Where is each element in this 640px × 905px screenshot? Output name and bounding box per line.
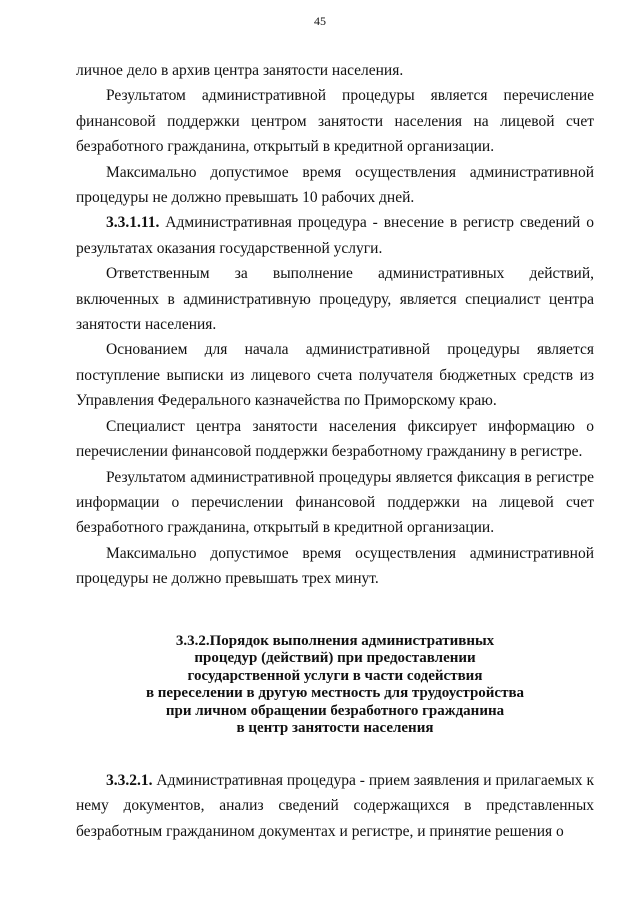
heading-line: при личном обращении безработного гражданина (165, 702, 505, 719)
section-text: Административная процедура - прием заявления и прилагаемых к нему документов, анализ сведений содержащихся в представленных безработным гражданином документах и регистре, и принятие решения о (76, 772, 594, 840)
heading-line: в переселении в другую местность для трудоустройства (145, 685, 525, 702)
heading-line: 3.3.2.Порядок выполнения административных (175, 633, 495, 649)
heading-line: государственной услуги в части содействия (187, 667, 483, 684)
paragraph-responsible: Ответственным за выполнение административных действий, включенных в административную процедуру, является специалист центра занятости населения. (76, 265, 594, 334)
document-body-continued (76, 768, 594, 844)
paragraph-specialist-records: Специалист центра занятости населения фиксирует информацию о перечислении финансовой поддержки безработному гражданину в регистре. (76, 417, 594, 461)
page-number: 45 (314, 14, 326, 28)
section-number: 3.3.2.1. (106, 772, 153, 789)
document-body (76, 58, 594, 592)
section-number: 3.3.1.11. (106, 214, 160, 232)
heading-line: в центр занятости населения (236, 720, 434, 737)
section-heading-3-3-2 (76, 633, 594, 737)
paragraph-result-registry: Результатом административной процедуры является фиксация в регистре информации о перечислении финансовой поддержки на лицевой счет безработного гражданина, открытый в кредитной организации. (76, 468, 594, 537)
section-text: Административная процедура - внесение в регистр сведений о результатах оказания государственной услуги. (76, 214, 594, 257)
paragraph-max-time-minutes: Максимально допустимое время осуществления административной процедуры не должно превышать трех минут. (76, 544, 594, 588)
paragraph-result-transfer: Результатом административной процедуры является перечисление финансовой поддержки центром занятости населения на лицевой счет безработного гражданина, открытый в кредитной организации. (76, 87, 594, 156)
paragraph-continuation: личное дело в архив центра занятости населения. (76, 62, 404, 79)
paragraph-basis: Основанием для начала административной процедуры является поступление выписки из лицевого счета получателя бюджетных средств из Управления Федерального казначейства по Приморскому краю. (76, 341, 594, 410)
paragraph-max-time-days: Максимально допустимое время осуществления административной процедуры не должно превышать 10 рабочих дней. (76, 163, 594, 207)
paragraph-section-3-3-1-11 (76, 210, 594, 261)
paragraph-section-3-3-2-1 (76, 768, 594, 844)
heading-line: процедур (действий) при предоставлении (194, 650, 476, 667)
